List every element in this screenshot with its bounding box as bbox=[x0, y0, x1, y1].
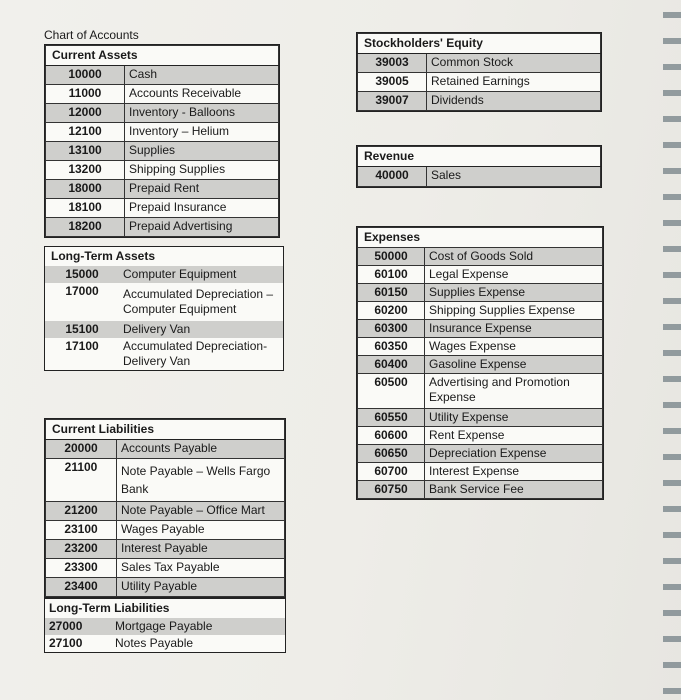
table-row: 39005 Retained Earnings bbox=[358, 73, 601, 92]
table-row: 27100 Notes Payable bbox=[49, 636, 194, 650]
table-row: 23200 Interest Payable bbox=[46, 540, 285, 559]
long-term-assets-table bbox=[44, 246, 284, 371]
table-row: 17000 Accumulated Depreciation –Computer Equipment bbox=[65, 284, 274, 316]
table-row: 15000 Computer Equipment bbox=[45, 266, 283, 283]
table-row: 18200 Prepaid Advertising bbox=[46, 218, 279, 237]
table-row: 15100 Delivery Van bbox=[45, 321, 283, 338]
table-row: 10000 Cash bbox=[46, 66, 279, 85]
table-row: 60700 Interest Expense bbox=[358, 463, 603, 481]
table-row: 18100 Prepaid Insurance bbox=[46, 199, 279, 218]
current-assets-table bbox=[44, 44, 280, 238]
table-row: 17100 Accumulated Depreciation-Delivery Van bbox=[65, 339, 268, 368]
table-row: 12100 Inventory – Helium bbox=[46, 123, 279, 142]
table-row: 27000 Mortgage Payable bbox=[45, 618, 285, 635]
table-row: 11000 Accounts Receivable bbox=[46, 85, 279, 104]
long-term-liabilities-table bbox=[44, 598, 286, 653]
table-row: 60600 Rent Expense bbox=[358, 427, 603, 445]
table-row: 60750 Bank Service Fee bbox=[358, 481, 603, 499]
stockholders-equity-table bbox=[356, 32, 602, 112]
table-row: 60650 Depreciation Expense bbox=[358, 445, 603, 463]
table-row: 20000 Accounts Payable bbox=[46, 440, 285, 459]
table-row: 60400 Gasoline Expense bbox=[358, 356, 603, 374]
expenses-header: Expenses bbox=[358, 228, 603, 248]
long-term-liabilities-header: Long-Term Liabilities bbox=[49, 601, 170, 615]
table-row: 21200 Note Payable – Office Mart bbox=[46, 502, 285, 521]
table-row: 39003 Common Stock bbox=[358, 54, 601, 73]
table-row: 13100 Supplies bbox=[46, 142, 279, 161]
table-row: 60150 Supplies Expense bbox=[358, 284, 603, 302]
table-row: 50000 Cost of Goods Sold bbox=[358, 248, 603, 266]
spiral-binding bbox=[663, 0, 681, 700]
table-row: 60300 Insurance Expense bbox=[358, 320, 603, 338]
table-row: 60100 Legal Expense bbox=[358, 266, 603, 284]
page-title: Chart of Accounts bbox=[44, 28, 139, 42]
table-row: 21100 Note Payable – Wells Fargo Bank bbox=[46, 459, 285, 502]
table-row: 18000 Prepaid Rent bbox=[46, 180, 279, 199]
table-row: 23100 Wages Payable bbox=[46, 521, 285, 540]
table-row: 60500 Advertising and Promotion Expense bbox=[358, 374, 603, 409]
table-row: 13200 Shipping Supplies bbox=[46, 161, 279, 180]
table-row: 12000 Inventory - Balloons bbox=[46, 104, 279, 123]
expenses-table bbox=[356, 226, 604, 500]
table-row: 40000 Sales bbox=[358, 167, 601, 187]
stockholders-equity-header: Stockholders' Equity bbox=[358, 34, 601, 54]
table-row: 39007 Dividends bbox=[358, 92, 601, 111]
table-row: 60550 Utility Expense bbox=[358, 409, 603, 427]
table-row: 23300 Sales Tax Payable bbox=[46, 559, 285, 578]
current-liabilities-header: Current Liabilities bbox=[46, 420, 285, 440]
revenue-table bbox=[356, 145, 602, 188]
table-row: 60200 Shipping Supplies Expense bbox=[358, 302, 603, 320]
table-row: 23400 Utility Payable bbox=[46, 578, 285, 597]
current-assets-header: Current Assets bbox=[46, 46, 279, 66]
current-liabilities-table bbox=[44, 418, 286, 598]
long-term-assets-header: Long-Term Assets bbox=[51, 249, 156, 263]
revenue-header: Revenue bbox=[358, 147, 601, 167]
table-row: 60350 Wages Expense bbox=[358, 338, 603, 356]
